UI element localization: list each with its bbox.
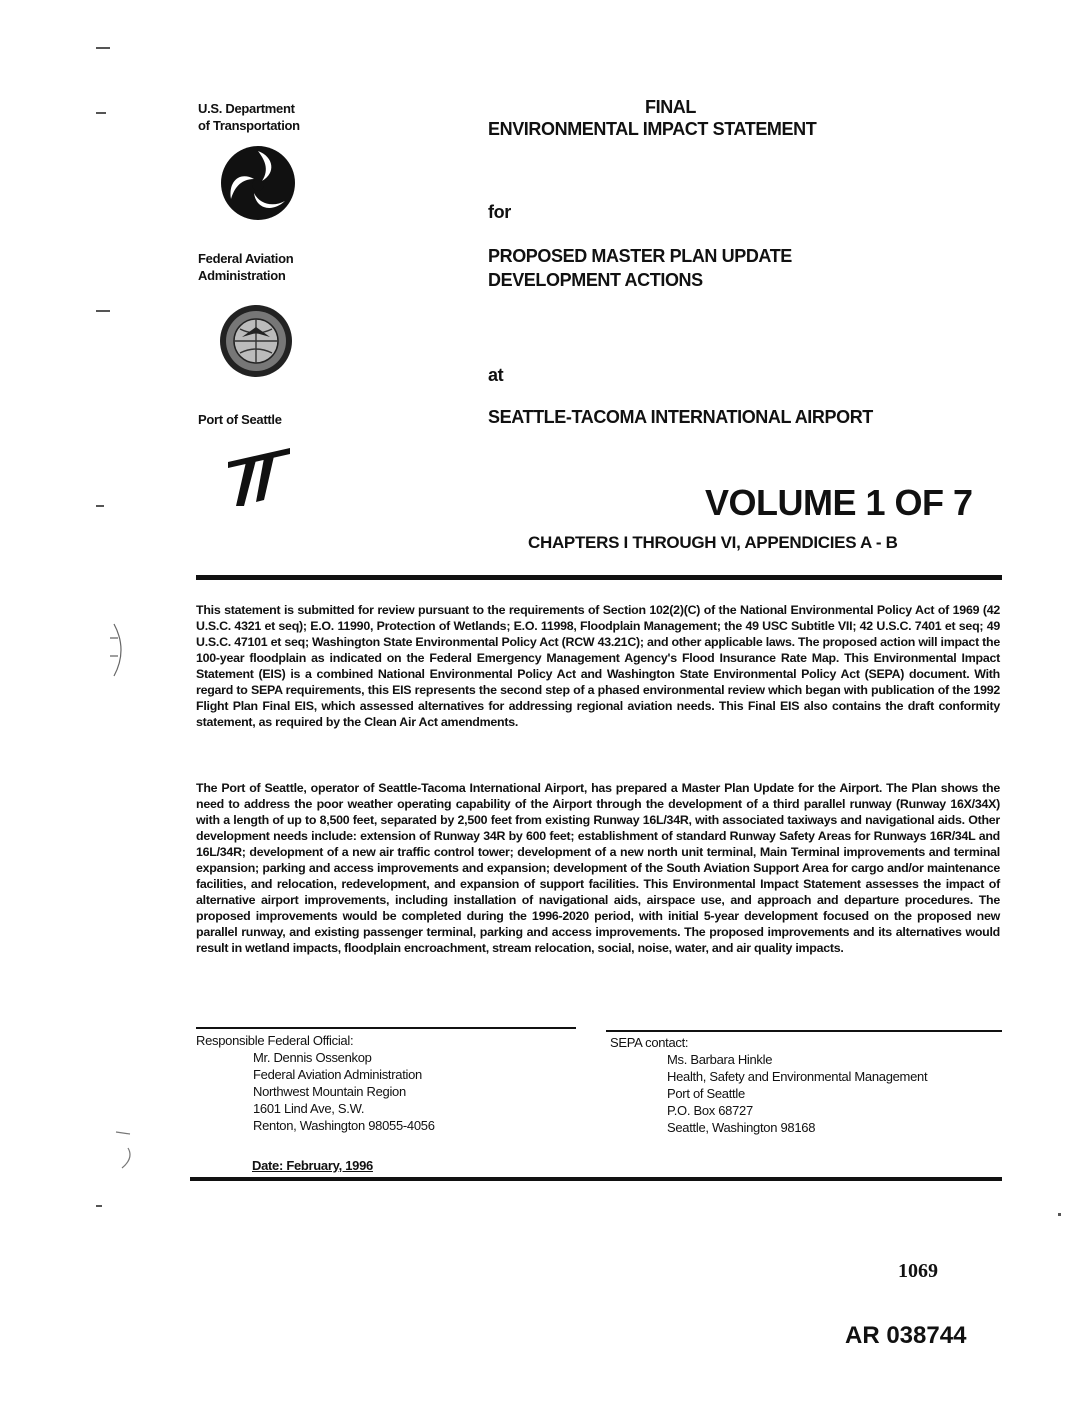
- title-at: at: [488, 365, 504, 385]
- federal-contact-line: 1601 Lind Ave, S.W.: [253, 1101, 365, 1116]
- title-final: FINAL: [645, 97, 696, 117]
- sepa-contact-line: Seattle, Washington 98168: [667, 1120, 816, 1135]
- faa-seal-icon: [218, 303, 294, 379]
- title-document-type: ENVIRONMENTAL IMPACT STATEMENT: [488, 119, 817, 139]
- sepa-contact-heading: SEPA contact:: [610, 1035, 689, 1050]
- scan-mark-hook: [112, 1128, 138, 1172]
- sepa-contact-line: Ms. Barbara Hinkle: [667, 1052, 773, 1067]
- sepa-contact-block: [610, 1034, 927, 1136]
- dot-logo-icon: [218, 143, 298, 223]
- footer-divider: [190, 1177, 1002, 1181]
- administrative-record-number: AR 038744: [845, 1322, 967, 1349]
- faa-agency-name: Federal Aviation Administration: [198, 251, 294, 283]
- federal-contact-heading: Responsible Federal Official:: [196, 1033, 354, 1048]
- issue-date: Date: February, 1996: [252, 1158, 373, 1173]
- sepa-contact-line: Port of Seattle: [667, 1086, 745, 1101]
- federal-contact-line: Federal Aviation Administration: [253, 1067, 422, 1082]
- statement-paragraph: This statement is submitted for review pursuant to the requirements of Section 102(2)(C) of the National Environmental Policy Act of 1969 (42 U.S.C. 4321 et seq); E.O. 11990, Protection of Wetlands; E.O. 11998, Floodplain Management; the 49 USC Subtitle VII; 42 U.S.C. 7401 et seq; 49 U.S.C. 47101 et seq; Washington State Environmental Policy Act (RCW 43.21C); and other applicable laws. The proposed action will impact the 100-year floodplain as indicated on the Federal Emergency Management Agency's Flood Insurance Rate Map. This Environmental Impact Statement (EIS) is a combined National Environmental Policy Act and Washington State Environmental Policy Act (SEPA) document. With regard to SEPA requirements, this EIS represents the second step of a phased environmental review which began with publication of the 1992 Flight Plan Final EIS, which assessed alternatives for addressing regional aviation needs. This Final EIS also contains the draft conformity statement, as required by the Clean Air Act amendments.: [196, 603, 1000, 729]
- page-number: 1069: [898, 1260, 938, 1282]
- federal-contact-rule: [196, 1027, 576, 1029]
- sepa-contact-line: P.O. Box 68727: [667, 1103, 753, 1118]
- federal-contact-block: [196, 1032, 435, 1134]
- title-for: for: [488, 202, 511, 222]
- port-of-seattle-logo-icon: [226, 440, 296, 510]
- airport-name: SEATTLE-TACOMA INTERNATIONAL AIRPORT: [488, 407, 873, 427]
- chapters-label: CHAPTERS I THROUGH VI, APPENDICIES A - B: [528, 533, 898, 552]
- federal-contact-line: Northwest Mountain Region: [253, 1084, 406, 1099]
- header-divider: [196, 575, 1002, 580]
- sepa-contact-line: Health, Safety and Environmental Management: [667, 1069, 928, 1084]
- project-description-paragraph: The Port of Seattle, operator of Seattle-Tacoma International Airport, has prepared a Master Plan Update for the Airport. The Plan shows the need to address the poor weather operating capability of the Airport through the development of a third parallel runway (Runway 16X/34X) with a length of up to 8,500 feet, separated by 2,500 feet from existing Runway 16L/34R, with associated taxiways and navigational aids. Other development needs include: extension of Runway 34R by 600 feet; establishment of standard Runway Safety Areas for Runways 16R/34L and 16L/34R; development of a new air traffic control tower; development of a new north unit terminal, Main Terminal improvements and terminal expansion; parking and access improvements and expansion; development of the South Aviation Support Area for cargo and/or maintenance facilities, and relocation, redevelopment, and expansion of support facilities. This Environmental Impact Statement assesses the impact of alternative airport improvements, including installation of navigational aids, airspace use, and approach and departure procedures. The proposed improvements would be completed during the 1996-2020 period, with initial 5-year development focused on the proposed new parallel runway, and existing passenger terminal, parking and access improvements. The proposed improvements and its alternatives would result in wetland impacts, floodplain encroachment, stream relocation, social, noise, water, and air quality impacts.: [196, 781, 1000, 955]
- scan-mark-bracket: [108, 620, 134, 680]
- sepa-contact-rule: [606, 1030, 1002, 1032]
- federal-contact-line: Renton, Washington 98055-4056: [253, 1118, 435, 1133]
- federal-contact-line: Mr. Dennis Ossenkop: [253, 1050, 372, 1065]
- port-name: Port of Seattle: [198, 412, 282, 427]
- volume-label: VOLUME 1 OF 7: [705, 482, 973, 523]
- dot-agency-name: U.S. Department of Transportation: [198, 101, 300, 133]
- project-title: PROPOSED MASTER PLAN UPDATE DEVELOPMENT ACTIONS: [488, 246, 792, 290]
